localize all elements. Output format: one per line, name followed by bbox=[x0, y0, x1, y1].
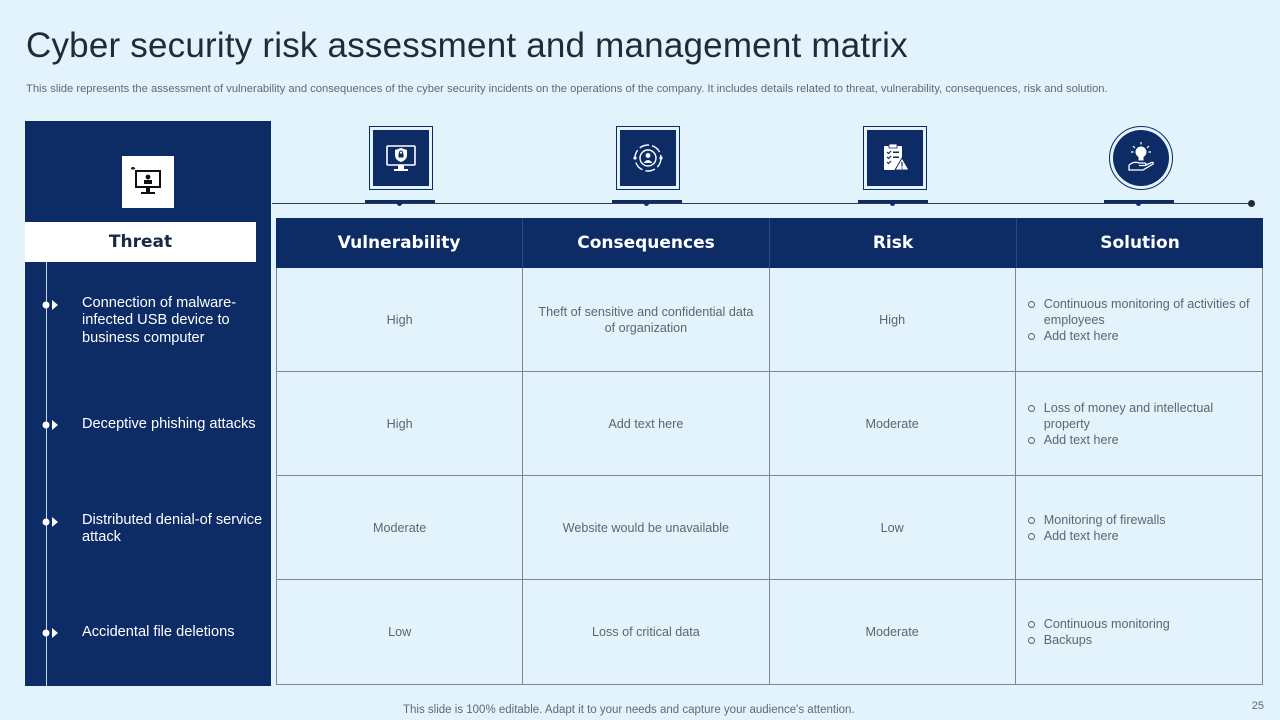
slide-title: Cyber security risk assessment and management matrix bbox=[26, 26, 908, 65]
solution-item: Loss of money and intellectual property bbox=[1026, 400, 1252, 432]
column-header-solution: Solution bbox=[1100, 233, 1180, 253]
solution-cell bbox=[1016, 372, 1262, 476]
slide-subtitle: This slide represents the assessment of vulnerability and consequences of the cyber security incidents on the operations of the company. It includes details related to threat, vulnerability, consequences, risk and solution. bbox=[26, 83, 1108, 95]
risk-cell: Moderate bbox=[770, 372, 1016, 476]
threat-divider-line bbox=[46, 262, 47, 686]
bullet-icon bbox=[41, 299, 61, 311]
risk-cell: Low bbox=[770, 476, 1016, 580]
solution-cell bbox=[1016, 268, 1262, 372]
solution-item: Monitoring of firewalls bbox=[1026, 512, 1166, 528]
table-body bbox=[276, 268, 1263, 685]
solution-item: Backups bbox=[1026, 632, 1170, 648]
user-target-icon bbox=[616, 126, 680, 190]
timeline-dot bbox=[1136, 201, 1141, 206]
column-header-vulnerability: Vulnerability bbox=[276, 218, 523, 268]
vulnerability-cell: High bbox=[277, 268, 523, 372]
consequences-cell: Loss of critical data bbox=[523, 580, 769, 684]
consequences-cell: Add text here bbox=[523, 372, 769, 476]
threat-item: Deceptive phishing attacks bbox=[82, 416, 256, 433]
timeline-dot bbox=[644, 201, 649, 206]
solution-item: Add text here bbox=[1026, 328, 1252, 344]
threat-item: Accidental file deletions bbox=[82, 624, 235, 641]
timeline-dot bbox=[890, 201, 895, 206]
slide-footer: This slide is 100% editable. Adapt it to your needs and capture your audience's attention. bbox=[403, 704, 855, 716]
risk-matrix-table bbox=[276, 218, 1263, 686]
vulnerability-cell: Moderate bbox=[277, 476, 523, 580]
column-header-consequences: Consequences bbox=[523, 218, 770, 268]
solution-item: Continuous monitoring bbox=[1026, 616, 1170, 632]
bullet-icon bbox=[41, 516, 61, 528]
threat-item: Distributed denial-of service attack bbox=[82, 511, 263, 545]
checklist-warning-icon bbox=[863, 126, 927, 190]
solution-cell bbox=[1016, 580, 1262, 684]
solution-cell bbox=[1016, 476, 1262, 580]
computer-threat-icon bbox=[122, 156, 174, 208]
bullet-icon bbox=[41, 627, 61, 639]
timeline-line bbox=[272, 203, 1252, 204]
solution-item: Add text here bbox=[1026, 528, 1166, 544]
vulnerability-cell: Low bbox=[277, 580, 523, 684]
timeline-dot bbox=[397, 201, 402, 206]
vulnerability-cell: High bbox=[277, 372, 523, 476]
lock-monitor-icon bbox=[369, 126, 433, 190]
risk-cell: Moderate bbox=[770, 580, 1016, 684]
consequences-cell: Website would be unavailable bbox=[523, 476, 769, 580]
solution-item: Continuous monitoring of activities of employees bbox=[1026, 296, 1252, 328]
threat-header: Threat bbox=[25, 222, 256, 262]
bullet-icon bbox=[41, 419, 61, 431]
risk-cell: High bbox=[770, 268, 1016, 372]
lightbulb-hand-icon bbox=[1109, 126, 1173, 190]
timeline-end-dot bbox=[1248, 200, 1255, 207]
page-number: 25 bbox=[1251, 700, 1264, 712]
solution-item: Add text here bbox=[1026, 432, 1252, 448]
threat-panel bbox=[25, 121, 271, 686]
threat-item: Connection of malware-infected USB device to business computer bbox=[82, 294, 237, 346]
consequences-cell: Theft of sensitive and confidential data of organization bbox=[523, 268, 769, 372]
column-header-risk: Risk bbox=[770, 218, 1017, 268]
table-header-row bbox=[276, 218, 1263, 268]
